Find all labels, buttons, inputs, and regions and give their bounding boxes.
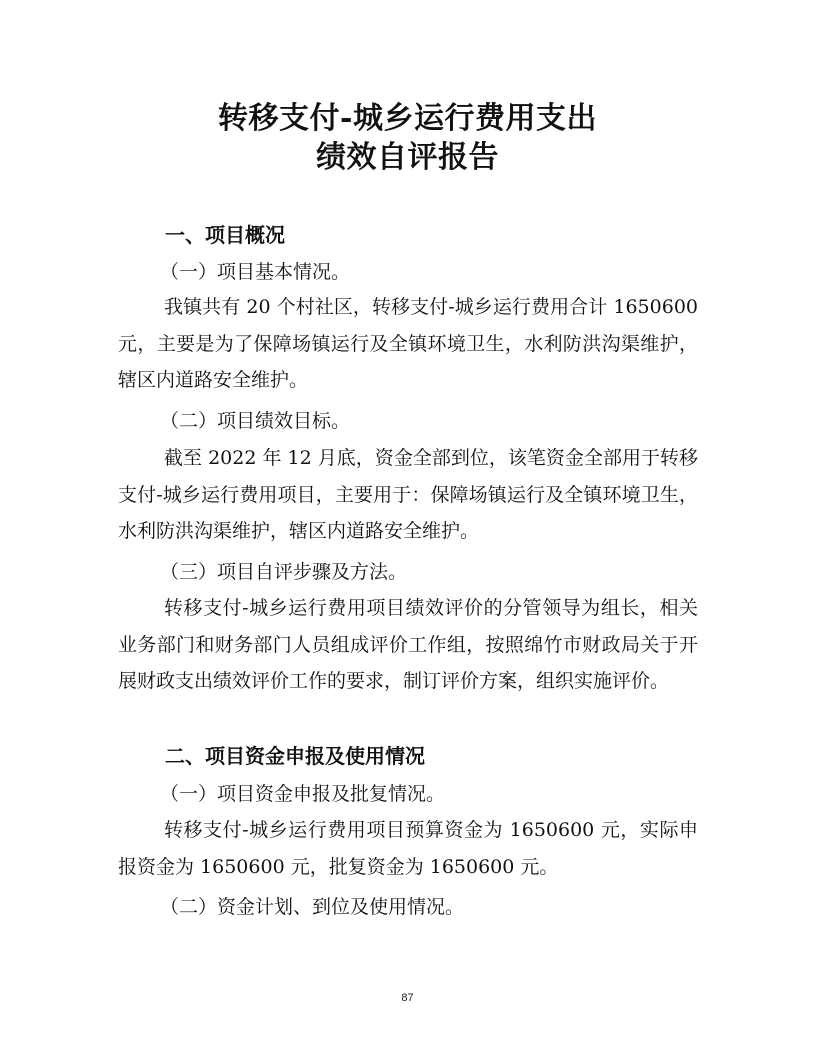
section1-subheading-3: （三）项目自评步骤及方法。 [160,561,408,583]
section1-paragraph-1: 我镇共有 20 个村社区，转移支付-城乡运行费用合计 1650600 元，主要是为了保障场镇运行及全镇环境卫生，水利防洪沟渠维护，辖区内道路安全维护。 [118,296,698,392]
section1-paragraph-2: 截至 2022 年 12 月底，资金全部到位，该笔资金全部用于转移支付-城乡运行费用项目，主要用于：保障场镇运行及全镇环境卫生，水利防洪沟渠维护，辖区内道路安全维护。 [118,447,698,543]
section2-heading: 二、项目资金申报及使用情况 [165,744,425,768]
document-title-line1: 转移支付-城乡运行费用支出 [218,101,597,136]
section2-subheading-2: （二）资金计划、到位及使用情况。 [160,896,465,918]
section1-subheading-2: （二）项目绩效目标。 [160,410,351,432]
section2-paragraph-1: 转移支付-城乡运行费用项目预算资金为 1650600 元，实际申报资金为 1650600 元，批复资金为 1650600 元。 [118,819,698,878]
section1-subheading-1: （一）项目基本情况。 [160,261,351,283]
section2-subheading-1: （一）项目资金申报及批复情况。 [160,783,446,805]
section1-heading: 一、项目概况 [165,223,285,247]
section1-paragraph-3: 转移支付-城乡运行费用项目绩效评价的分管领导为组长，相关业务部门和财务部门人员组成评价工作组，按照绵竹市财政局关于开展财政支出绩效评价工作的要求，制订评价方案，组织实施评价。 [118,597,698,693]
document-title-line2: 绩效自评报告 [316,140,499,175]
page-number: 87 [401,992,414,1004]
